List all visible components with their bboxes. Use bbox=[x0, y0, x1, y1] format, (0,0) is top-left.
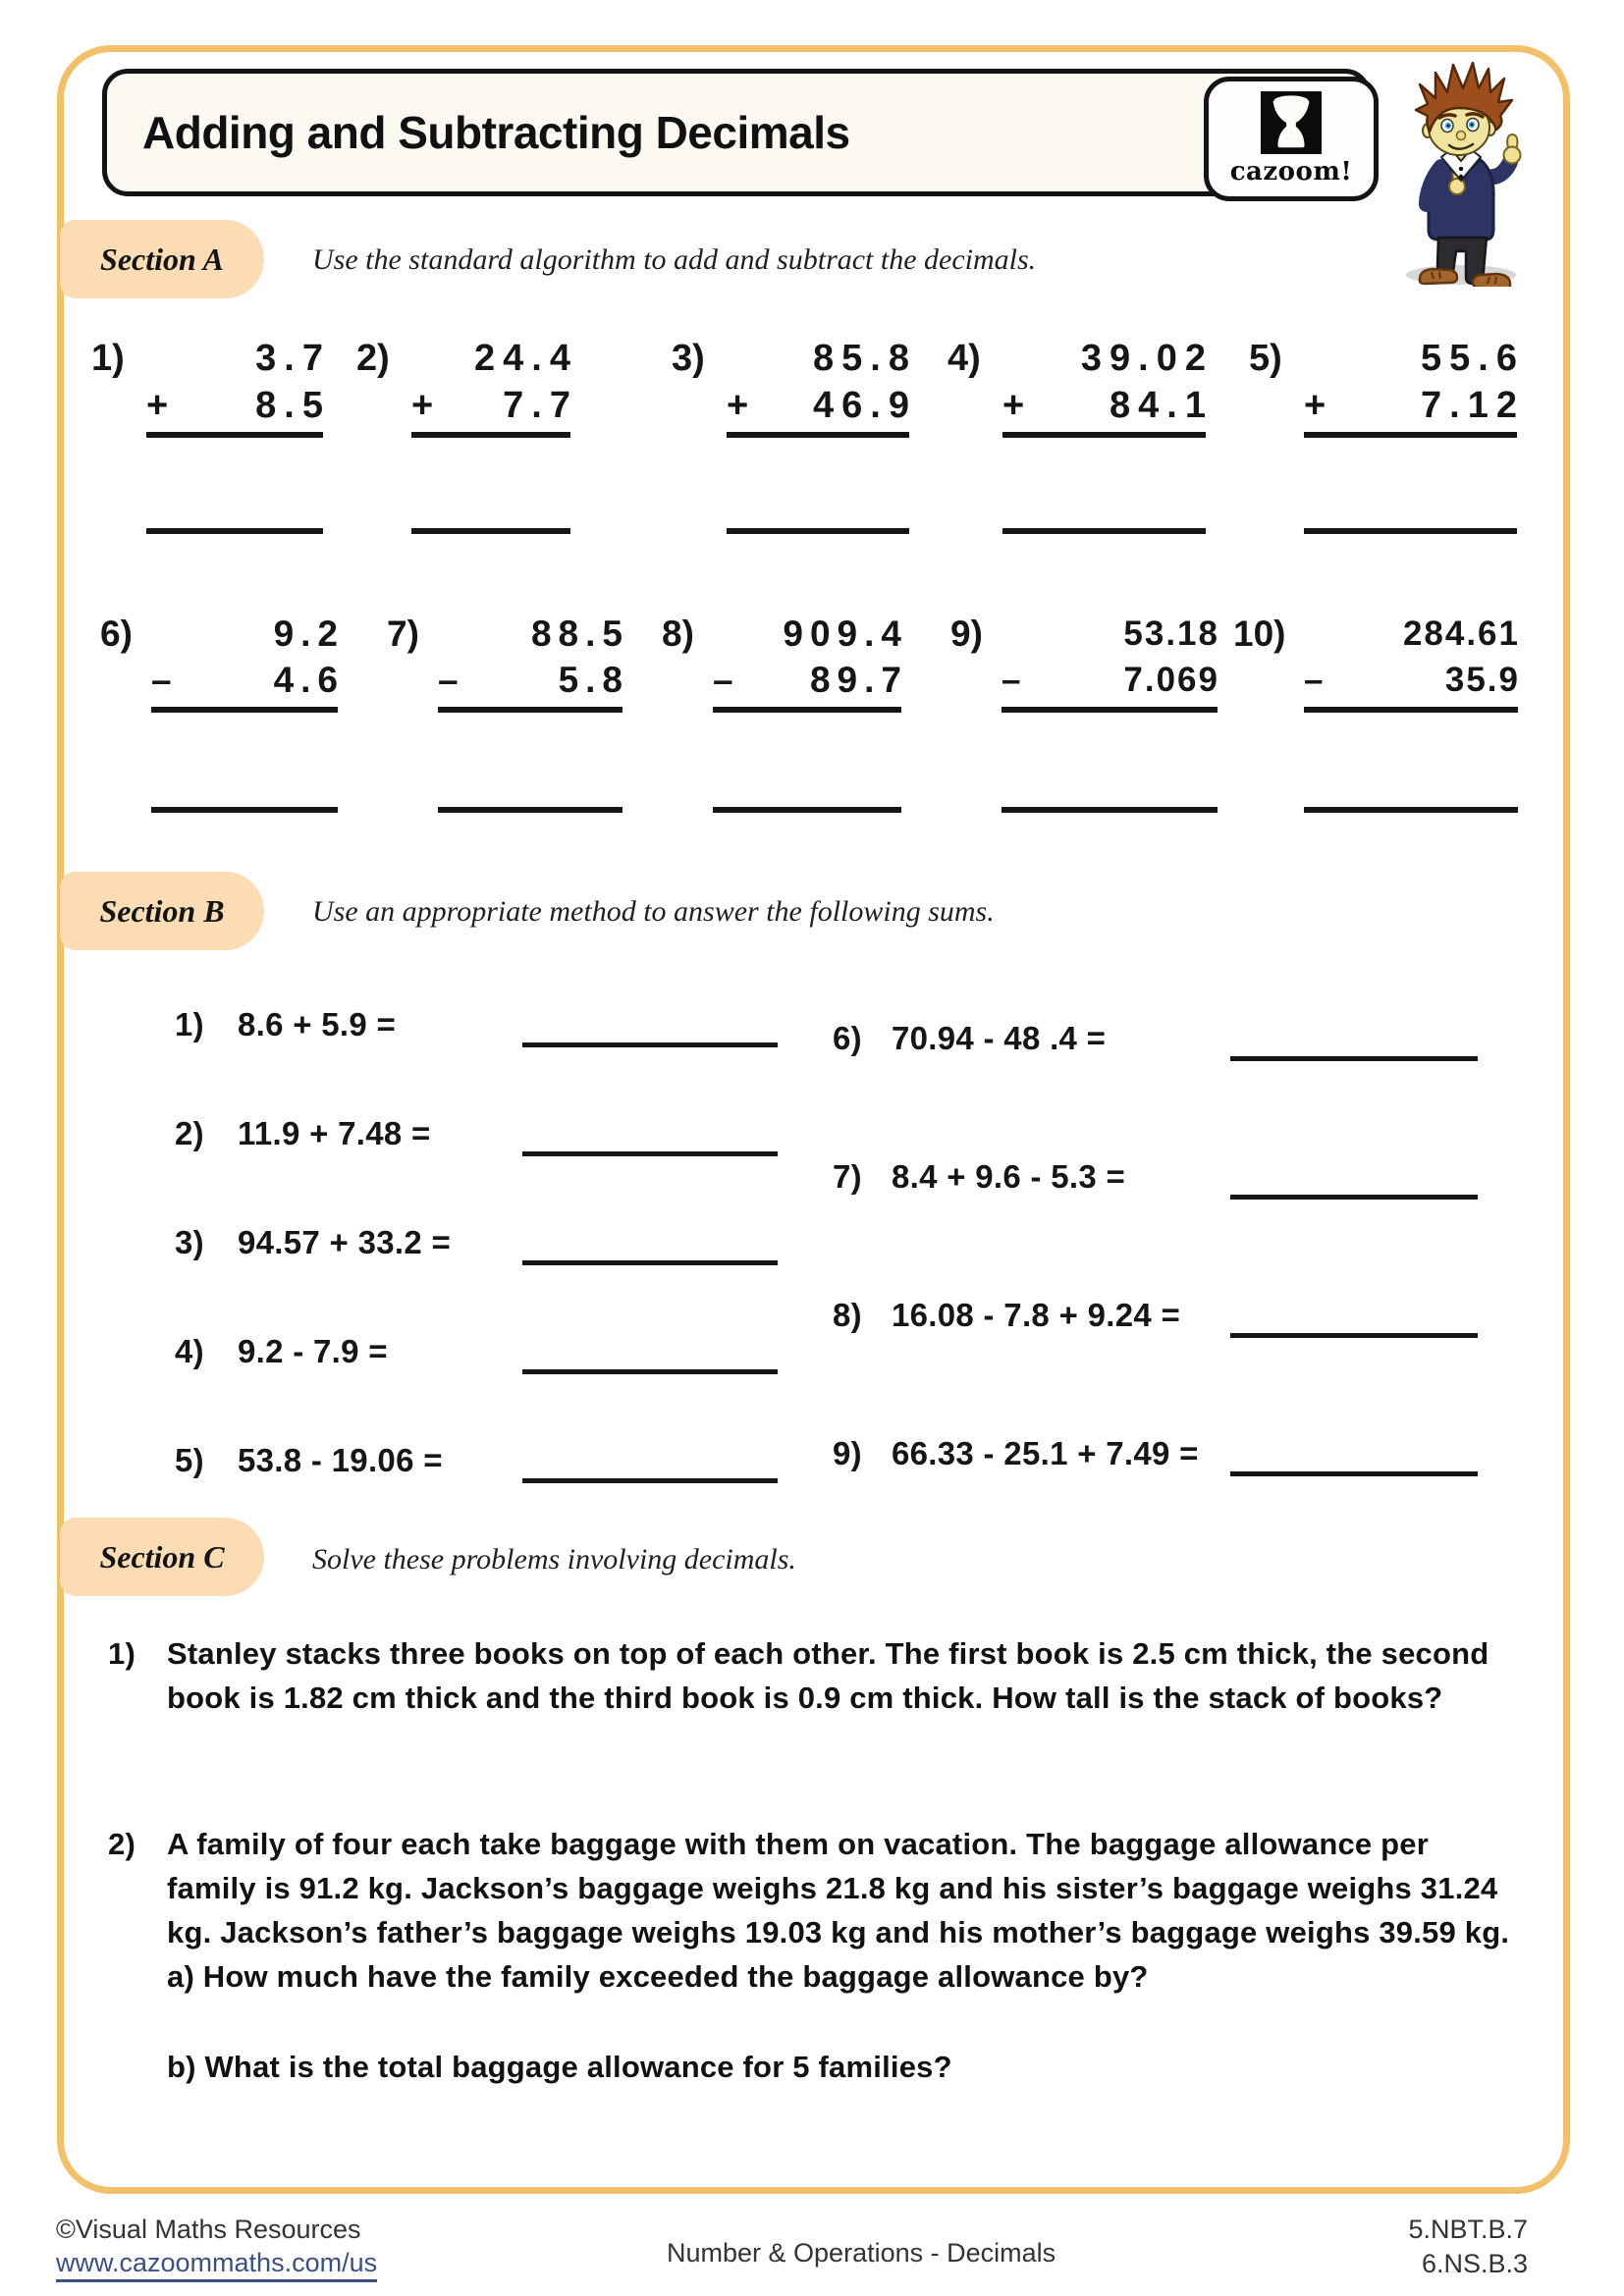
top-operand: 9.2 bbox=[273, 614, 345, 654]
answer-blank bbox=[438, 807, 623, 813]
djembe-drum-icon bbox=[1261, 91, 1322, 154]
section-c-label: Section C bbox=[60, 1518, 264, 1596]
sum-item bbox=[833, 1432, 1478, 1477]
expression: 94.57 + 33.2 = bbox=[238, 1224, 452, 1260]
bottom-operand: 46.9 bbox=[813, 385, 917, 426]
top-operand: 55.6 bbox=[1421, 338, 1525, 379]
column-problem bbox=[1249, 334, 1525, 534]
expression: 66.33 - 25.1 + 7.49 = bbox=[892, 1435, 1199, 1471]
problem-number: 7) bbox=[387, 614, 419, 654]
answer-blank bbox=[1230, 1471, 1478, 1476]
section-b-instruction: Use an appropriate method to answer the following sums. bbox=[312, 895, 995, 928]
problem-number: 6) bbox=[833, 1020, 862, 1056]
column-problem bbox=[356, 334, 578, 534]
operator: – bbox=[713, 660, 740, 700]
problem-number: 5) bbox=[1249, 338, 1282, 379]
expression: 8.4 + 9.6 - 5.3 = bbox=[892, 1158, 1126, 1195]
column-problem bbox=[672, 334, 917, 534]
answer-blank bbox=[1230, 1195, 1478, 1200]
expression: 53.8 - 19.06 = bbox=[238, 1442, 443, 1478]
column-problem bbox=[1233, 611, 1518, 813]
problem-number: 1) bbox=[91, 338, 125, 379]
section-a-label: Section A bbox=[60, 220, 264, 298]
section-b-left-column bbox=[175, 1003, 778, 1548]
expression: 11.9 + 7.48 = bbox=[238, 1115, 431, 1151]
answer-blank bbox=[727, 528, 909, 534]
bottom-operand: 84.1 bbox=[1110, 385, 1214, 426]
cazoom-logo bbox=[1204, 77, 1379, 201]
sum-item bbox=[175, 1003, 778, 1048]
operator: + bbox=[411, 385, 442, 426]
answer-blank bbox=[1230, 1056, 1478, 1061]
top-operand: 53.18 bbox=[1123, 614, 1219, 653]
problem-text: Stanley stacks three books on top of each other. The first book is 2.5 cm thick, the second book is 1.82 cm thick and the third book is 0.9 cm thick. How tall is the stack of books? bbox=[167, 1636, 1489, 1715]
equals-line bbox=[713, 707, 901, 713]
operator: – bbox=[1001, 661, 1023, 699]
answer-blank bbox=[1002, 528, 1206, 534]
column-problem bbox=[950, 611, 1218, 813]
worksheet-title-box bbox=[102, 69, 1371, 196]
problem-part-b: b) What is the total baggage allowance for 5 families? bbox=[167, 2050, 952, 2084]
problem-number: 4) bbox=[175, 1333, 204, 1369]
expression: 70.94 - 48 .4 = bbox=[892, 1020, 1107, 1056]
operator: + bbox=[146, 385, 177, 426]
problem-number: 10) bbox=[1233, 614, 1286, 654]
answer-blank bbox=[713, 807, 901, 813]
equals-line bbox=[1304, 707, 1518, 713]
answer-blank bbox=[522, 1260, 778, 1265]
problem-number: 1) bbox=[175, 1006, 204, 1042]
answer-blank bbox=[151, 807, 338, 813]
bottom-operand: 7.069 bbox=[1123, 661, 1219, 699]
page-title: Adding and Subtracting Decimals bbox=[142, 107, 850, 158]
problem-number: 3) bbox=[175, 1224, 204, 1260]
sum-item bbox=[833, 1294, 1478, 1339]
expression: 16.08 - 7.8 + 9.24 = bbox=[892, 1297, 1181, 1333]
bottom-operand: 8.5 bbox=[255, 385, 331, 426]
expression: 9.2 - 7.9 = bbox=[238, 1333, 388, 1369]
word-problem bbox=[108, 1631, 1516, 1720]
logo-wordmark: cazoom! bbox=[1229, 157, 1353, 187]
problem-part-a: a) How much have the family exceeded the baggage allowance by? bbox=[167, 1959, 1149, 1994]
section-b-right-column bbox=[833, 1017, 1478, 1571]
equals-line bbox=[438, 707, 623, 713]
top-operand: 88.5 bbox=[530, 614, 629, 654]
bottom-operand: 4.6 bbox=[273, 660, 345, 700]
operator: + bbox=[1304, 385, 1334, 426]
sum-item bbox=[175, 1221, 778, 1266]
problem-text: A family of four each take baggage with them on vacation. The baggage allowance per family is 91.2 kg. Jackson’s baggage weighs 21.8 kg and his sister’s baggage weighs 31.24 kg. Jackson’s father’s baggage weighs 19.03 kg and his mother’s baggage weighs 39.59 kg. bbox=[167, 1827, 1510, 1949]
column-problem bbox=[387, 611, 629, 813]
expression: 8.6 + 5.9 = bbox=[238, 1006, 397, 1042]
answer-blank bbox=[522, 1151, 778, 1156]
top-operand: 3.7 bbox=[255, 338, 331, 379]
section-a-instruction: Use the standard algorithm to add and subtract the decimals. bbox=[312, 243, 1037, 276]
problem-number: 3) bbox=[672, 338, 705, 379]
sum-item bbox=[175, 1112, 778, 1157]
top-operand: 39.02 bbox=[1080, 338, 1214, 379]
answer-blank bbox=[1230, 1333, 1478, 1338]
problem-number: 7) bbox=[833, 1158, 862, 1195]
equals-line bbox=[1001, 707, 1218, 713]
bottom-operand: 7.12 bbox=[1421, 385, 1525, 426]
problem-number: 8) bbox=[662, 614, 694, 654]
equals-line bbox=[727, 432, 909, 438]
column-problem bbox=[947, 334, 1214, 534]
problem-number: 9) bbox=[950, 614, 983, 654]
answer-blank bbox=[1304, 807, 1518, 813]
top-operand: 284.61 bbox=[1402, 614, 1520, 653]
section-c-instruction: Solve these problems involving decimals. bbox=[312, 1543, 796, 1575]
sum-item bbox=[175, 1330, 778, 1375]
standard-code-2: 6.NS.B.3 bbox=[1421, 2249, 1528, 2278]
operator: – bbox=[438, 660, 465, 700]
equals-line bbox=[1304, 432, 1517, 438]
standards-codes bbox=[1408, 2213, 1528, 2281]
answer-blank bbox=[1001, 807, 1218, 813]
problem-number: 2) bbox=[175, 1115, 204, 1151]
problem-number: 2) bbox=[108, 1827, 135, 1861]
problem-number: 2) bbox=[356, 338, 390, 379]
bottom-operand: 89.7 bbox=[809, 660, 908, 700]
problem-number: 6) bbox=[100, 614, 133, 654]
problem-number: 4) bbox=[947, 338, 981, 379]
answer-blank bbox=[522, 1478, 778, 1483]
topic-label: Number & Operations - Decimals bbox=[667, 2238, 1056, 2268]
operator: – bbox=[151, 660, 179, 700]
sum-item bbox=[833, 1155, 1478, 1201]
section-b-label: Section B bbox=[60, 872, 264, 950]
problem-number: 8) bbox=[833, 1297, 862, 1333]
equals-line bbox=[151, 707, 338, 713]
column-problem bbox=[662, 611, 908, 813]
equals-line bbox=[411, 432, 570, 438]
answer-blank bbox=[522, 1369, 778, 1374]
operator: – bbox=[1304, 661, 1326, 699]
problem-number: 5) bbox=[175, 1442, 204, 1478]
top-operand: 24.4 bbox=[474, 338, 578, 379]
top-operand: 909.4 bbox=[783, 614, 908, 654]
sum-item bbox=[833, 1017, 1478, 1062]
sum-item bbox=[175, 1439, 778, 1484]
answer-blank bbox=[411, 528, 570, 534]
website-link[interactable]: www.cazoommaths.com/us bbox=[56, 2248, 377, 2282]
mascot-boy-illustration bbox=[1394, 57, 1534, 287]
operator: + bbox=[1002, 385, 1033, 426]
bottom-operand: 7.7 bbox=[503, 385, 578, 426]
word-problem bbox=[108, 1822, 1516, 2089]
equals-line bbox=[146, 432, 323, 438]
column-problem bbox=[91, 334, 331, 534]
operator: + bbox=[727, 385, 757, 426]
bottom-operand: 5.8 bbox=[558, 660, 629, 700]
standard-code-1: 5.NBT.B.7 bbox=[1408, 2215, 1528, 2244]
bottom-operand: 35.9 bbox=[1444, 661, 1520, 699]
top-operand: 85.8 bbox=[813, 338, 917, 379]
answer-blank bbox=[146, 528, 323, 534]
problem-number: 9) bbox=[833, 1435, 862, 1471]
column-problem bbox=[100, 611, 345, 813]
copyright-text: ©Visual Maths Resources bbox=[56, 2215, 361, 2244]
problem-number: 1) bbox=[108, 1636, 135, 1671]
equals-line bbox=[1002, 432, 1206, 438]
answer-blank bbox=[522, 1042, 778, 1047]
answer-blank bbox=[1304, 528, 1517, 534]
